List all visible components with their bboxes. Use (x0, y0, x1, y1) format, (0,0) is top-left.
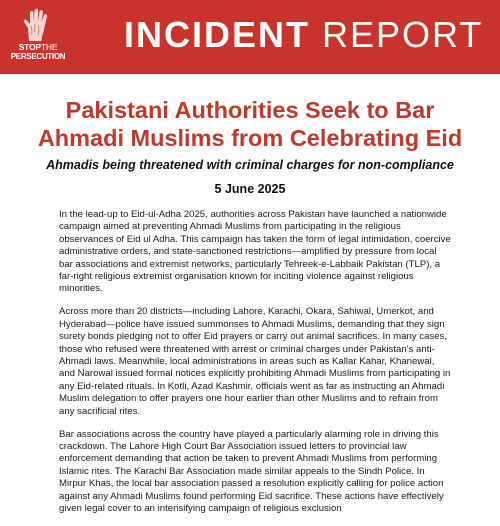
hand-icon (20, 8, 52, 42)
body-paragraph: In the lead-up to Eid-ul-Adha 2025, authorities across Pakistan have launched a nationwide campaign aimed at preventing Ahmadi Muslims from participating in the religious observances of Eid ul Adha. This campaign has taken the form of legal intimidation, coercive administrative orders, and state-sanctioned restrictions—amplified by pressure from local bar associations and extremist networks, particularly Tehreek-e-Labbaik Pakistan (TLP), a far-right religious extremist organisation known for inciting violence against religious minorities. (59, 209, 451, 295)
header-banner (0, 0, 500, 74)
body-paragraph: Bar associations across the country have played a particularly alarming role in driving this crackdown. The Lahore High Court Bar Association issued letters to provincial law enforcement demanding that action be taken to prevent Ahmadi Muslims from performing Islamic rites. The Karachi Bar Association made similar appeals to the Sindh Police. In Mirpur Khas, the local bar association passed a resolution explicitly calling for police action against any Ahmadi Muslims found performing Eid sacrifice. These actions have effectively given legal cover to an intensifying campaign of religious exclusion (59, 428, 444, 514)
report-type-title (124, 15, 483, 55)
body-paragraph: Across more than 20 districts—including Lahore, Karachi, Okara, Sahiwal, Umerkot, and Hyderabad—police have issued summonses to Ahmadi Muslims, demanding that they sign surety bonds pledging not to offer Eid prayers or carry out animal sacrifices. In many cases, those who refused were threatened with arrest or criminal charges under Pakistan's anti-Ahmadi laws. Meanwhile, local administrations in areas such as Kallar Kahar, Khanewal, and Narowal issued formal notices explicitly prohibiting Ahmadi Muslims from participating in any Eid-related rituals. In Kotli, Azad Kashmir, officials went as far as instructing an Ahmadi Muslim delegation to offer prayers one hour earlier than other Muslims and to refrain from any sacrificial rites. (59, 306, 451, 417)
logo-text-top: STOPTHE (18, 42, 58, 52)
article-headline: Pakistani Authorities Seek to Bar Ahmadi Muslims from Celebrating Eid (37, 97, 463, 151)
title-bold-word: INCIDENT (124, 14, 310, 55)
report-date: 5 June 2025 (214, 182, 286, 196)
logo-text-bottom: PERSECUTION (10, 52, 66, 61)
article-subtitle: Ahmadis being threatened with criminal charges for non-compliance (46, 158, 454, 172)
title-regular-word: REPORT (322, 14, 484, 55)
article-body (59, 209, 453, 526)
organization-logo (6, 8, 70, 68)
